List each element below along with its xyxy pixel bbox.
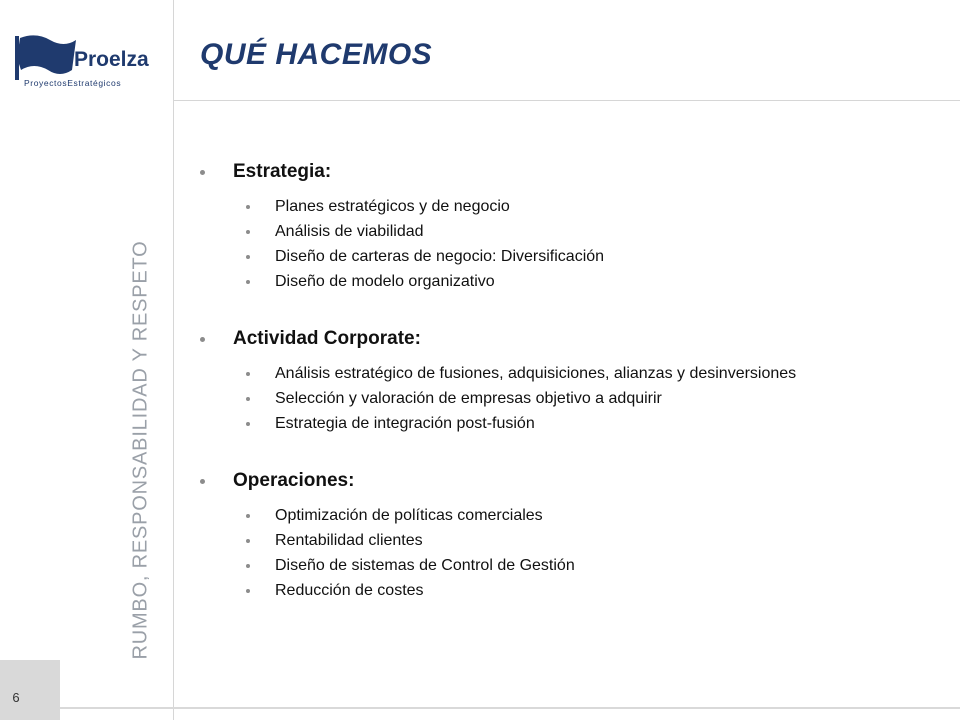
list-item: Diseño de sistemas de Control de Gestión — [200, 556, 920, 576]
page-title: QUÉ HACEMOS — [200, 38, 433, 71]
bullet-icon — [246, 514, 250, 518]
section-operaciones — [200, 466, 920, 601]
flag-icon — [17, 35, 76, 74]
bullet-icon — [200, 337, 205, 342]
vertical-divider — [173, 0, 174, 720]
list-item: Estrategia de integración post-fusión — [200, 414, 920, 434]
bullet-icon — [246, 255, 250, 259]
logo-tagline: ProyectosEstratégicos — [24, 78, 122, 88]
header-divider — [174, 100, 960, 101]
section-heading: Estrategia: — [200, 157, 920, 187]
bullet-icon — [246, 205, 250, 209]
list-item: Análisis de viabilidad — [200, 222, 920, 242]
list-item: Diseño de modelo organizativo — [200, 272, 920, 292]
bullet-icon — [246, 230, 250, 234]
bullet-icon — [246, 397, 250, 401]
section-heading: Operaciones: — [200, 466, 920, 496]
section-actividad-corporate — [200, 324, 920, 434]
bullet-icon — [246, 280, 250, 284]
list-item: Análisis estratégico de fusiones, adquisiciones, alianzas y desinversiones — [200, 364, 920, 384]
section-estrategia — [200, 157, 920, 292]
list-item: Rentabilidad clientes — [200, 531, 920, 551]
list-item: Diseño de carteras de negocio: Diversificación — [200, 247, 920, 267]
bullet-icon — [246, 539, 250, 543]
bullet-icon — [246, 422, 250, 426]
page-number: 6 — [12, 690, 20, 705]
section-heading: Actividad Corporate: — [200, 324, 920, 354]
footer-divider — [60, 707, 960, 709]
logo-brand: Proelza — [74, 48, 149, 71]
proelza-logo — [14, 28, 164, 90]
list-item: Optimización de políticas comerciales — [200, 506, 920, 526]
bullet-icon — [200, 479, 205, 484]
list-item: Planes estratégicos y de negocio — [200, 197, 920, 217]
bullet-icon — [246, 589, 250, 593]
bullet-icon — [246, 564, 250, 568]
side-slogan: RUMBO, RESPONSABILIDAD Y RESPETO — [129, 240, 152, 660]
list-item: Selección y valoración de empresas objetivo a adquirir — [200, 389, 920, 409]
list-item: Reducción de costes — [200, 581, 920, 601]
bullet-icon — [246, 372, 250, 376]
bullet-icon — [200, 170, 205, 175]
content-list — [200, 157, 920, 601]
